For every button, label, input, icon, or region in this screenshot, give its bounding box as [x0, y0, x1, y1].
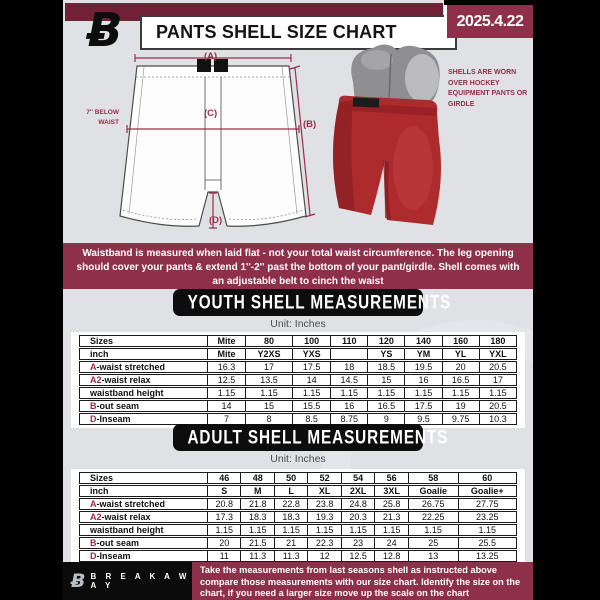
table-cell: 1.15: [331, 387, 368, 399]
table-cell: 21: [275, 537, 308, 549]
row-label-prefix: B: [90, 538, 97, 548]
table-cell: 22.3: [308, 537, 341, 549]
table-cell: 20: [208, 537, 241, 549]
table-cell: 120: [368, 335, 405, 347]
table-cell: 58: [409, 472, 459, 484]
table-cell: 9.75: [443, 413, 480, 425]
row-label-prefix: A: [90, 362, 97, 372]
table-cell: 1.15: [405, 387, 442, 399]
adult-section-title-text: ADULT SHELL MEASUREMENTS: [187, 426, 449, 449]
row-label: A-waist stretched: [79, 498, 208, 510]
table-cell: 14.5: [331, 374, 368, 386]
youth-unit-label: Unit: Inches: [270, 318, 326, 330]
table-cell: 50: [275, 472, 308, 484]
table-cell: YS: [368, 348, 405, 360]
table-cell: 20.5: [480, 400, 517, 412]
row-label: B-out seam: [79, 400, 208, 412]
table-cell: 140: [405, 335, 442, 347]
table-cell: 56: [375, 472, 408, 484]
row-label: A2-waist relax: [79, 374, 208, 386]
table-cell: 24: [375, 537, 408, 549]
table-cell: 7: [208, 413, 246, 425]
footer-bar: [63, 562, 533, 600]
table-cell: 160: [443, 335, 480, 347]
shell-note: SHELLS ARE WORN OVER HOCKEY EQUIPMENT PANTS OR GIRDLE: [448, 69, 528, 108]
row-label: A2-waist relax: [79, 511, 208, 523]
measure-label-c: (C): [204, 108, 218, 119]
table-row: [79, 374, 517, 386]
table-cell: 21.8: [241, 498, 274, 510]
table-row: [79, 348, 517, 360]
table-cell: 1.15: [275, 524, 308, 536]
table-cell: 14: [208, 400, 246, 412]
table-row: [79, 550, 517, 562]
table-cell: 180: [480, 335, 517, 347]
table-cell: 15: [246, 400, 293, 412]
table-cell: Mite: [208, 348, 246, 360]
footer-logo: [71, 562, 191, 600]
table-cell: 25.5: [459, 537, 517, 549]
shorts-diagram: [113, 52, 318, 237]
table-cell: 17.5: [293, 361, 331, 373]
adult-table-panel: [71, 469, 525, 565]
measure-label-b: (B): [303, 119, 317, 130]
measure-label-a: (A): [204, 51, 218, 62]
table-cell: YXL: [480, 348, 517, 360]
table-cell: 12.5: [342, 550, 375, 562]
table-cell: 52: [308, 472, 341, 484]
table-cell: 19: [443, 400, 480, 412]
row-label-prefix: D: [90, 551, 97, 561]
table-cell: 11.3: [241, 550, 274, 562]
page: [63, 0, 533, 600]
table-cell: 1.15: [459, 524, 517, 536]
row-label-prefix: A2: [90, 512, 102, 522]
table-cell: 1.15: [342, 524, 375, 536]
table-cell: 12: [308, 550, 341, 562]
table-row: [79, 387, 517, 399]
table-cell: 3XL: [375, 485, 408, 497]
page-title: PANTS SHELL SIZE CHART: [140, 15, 457, 50]
table-row: [79, 537, 517, 549]
row-label: D-Inseam: [79, 550, 208, 562]
table-cell: 25.8: [375, 498, 408, 510]
table-cell: 1.15: [308, 524, 341, 536]
table-cell: 9.5: [405, 413, 442, 425]
table-cell: 27.75: [459, 498, 517, 510]
table-cell: 1.15: [208, 387, 246, 399]
table-cell: YL: [443, 348, 480, 360]
adult-table: [79, 471, 517, 563]
youth-table: [79, 334, 517, 426]
table-cell: 80: [246, 335, 293, 347]
table-cell: 13.5: [246, 374, 293, 386]
footer-instructions: Take the measurements from last seasons shell as instructed above compare those measurements with our size chart. Identify the size on the chart, if you need a larger size move up the scale on the chart: [192, 562, 533, 600]
table-cell: [331, 348, 368, 360]
table-cell: 22.8: [275, 498, 308, 510]
youth-section-title: [173, 289, 452, 316]
measure-label-d: (D): [209, 215, 223, 226]
table-cell: 20.3: [342, 511, 375, 523]
table-cell: 11: [208, 550, 241, 562]
table-cell: 23.25: [459, 511, 517, 523]
table-cell: XL: [308, 485, 341, 497]
table-cell: 13.25: [459, 550, 517, 562]
table-cell: 19.5: [405, 361, 442, 373]
table-cell: 23.8: [308, 498, 341, 510]
table-cell: 10.3: [480, 413, 517, 425]
table-row: [79, 472, 517, 484]
table-row: [79, 498, 517, 510]
table-cell: 18.3: [241, 511, 274, 523]
table-cell: 1.15: [241, 524, 274, 536]
table-cell: 1.15: [293, 387, 331, 399]
table-cell: 24.8: [342, 498, 375, 510]
table-cell: Goalie+: [459, 485, 517, 497]
waist-note: 7'' BELOW WAIST: [86, 109, 119, 126]
table-cell: Y2XS: [246, 348, 293, 360]
table-cell: 16: [405, 374, 442, 386]
table-cell: Goalie: [409, 485, 459, 497]
table-cell: 18.5: [368, 361, 405, 373]
table-cell: 1.15: [208, 524, 241, 536]
table-cell: 1.15: [409, 524, 459, 536]
table-cell: M: [241, 485, 274, 497]
table-cell: 22.25: [409, 511, 459, 523]
table-cell: 18.3: [275, 511, 308, 523]
table-cell: 46: [208, 472, 241, 484]
table-cell: 21.5: [241, 537, 274, 549]
table-cell: 16.5: [368, 400, 405, 412]
youth-section-title-text: YOUTH SHELL MEASUREMENTS: [187, 291, 452, 314]
table-cell: L: [275, 485, 308, 497]
table-cell: 1.15: [368, 387, 405, 399]
shell-photo: [325, 40, 460, 240]
table-row: [79, 361, 517, 373]
row-label: waistband height: [79, 387, 208, 399]
breakaway-logo-icon: Ƀ: [71, 570, 86, 592]
table-cell: 110: [331, 335, 368, 347]
table-cell: 60: [459, 472, 517, 484]
row-label: inch: [79, 485, 208, 497]
table-cell: 23: [342, 537, 375, 549]
table-cell: 21.3: [375, 511, 408, 523]
table-row: [79, 524, 517, 536]
table-cell: 14: [293, 374, 331, 386]
row-label: Sizes: [79, 472, 208, 484]
table-cell: 15.5: [293, 400, 331, 412]
table-cell: 8.5: [293, 413, 331, 425]
table-cell: 1.15: [480, 387, 517, 399]
breakaway-logo-icon: Ƀ: [87, 3, 123, 57]
row-label-prefix: A: [90, 499, 97, 509]
table-cell: 11.3: [275, 550, 308, 562]
adult-section-title: [173, 424, 449, 451]
table-cell: 19.3: [308, 511, 341, 523]
table-cell: 2XL: [342, 485, 375, 497]
table-cell: 17: [480, 374, 517, 386]
table-row: [79, 485, 517, 497]
brand-name: B R E A K A W A Y: [90, 572, 190, 590]
row-label: waistband height: [79, 524, 208, 536]
table-cell: 8.75: [331, 413, 368, 425]
row-label-prefix: A2: [90, 375, 102, 385]
row-label-prefix: B: [90, 401, 97, 411]
table-row: [79, 335, 517, 347]
row-label: D-Inseam: [79, 413, 208, 425]
table-cell: 26.75: [409, 498, 459, 510]
table-cell: 17: [246, 361, 293, 373]
table-cell: 16.3: [208, 361, 246, 373]
table-cell: 12.5: [208, 374, 246, 386]
table-cell: 17.5: [405, 400, 442, 412]
table-cell: 18: [331, 361, 368, 373]
table-cell: YXS: [293, 348, 331, 360]
table-cell: 9: [368, 413, 405, 425]
row-label-prefix: D: [90, 414, 97, 424]
waistband-info-banner: Waistband is measured when laid flat - not your total waist circumference. The leg opening should cover your pants & extend 1''-2'' past the bottom of your pant/girdle. Shell comes with an adjustable belt to cinch the waist: [63, 243, 533, 289]
table-cell: 8: [246, 413, 293, 425]
row-label: Sizes: [79, 335, 208, 347]
table-cell: S: [208, 485, 241, 497]
table-cell: 20: [443, 361, 480, 373]
row-label: inch: [79, 348, 208, 360]
table-cell: 1.15: [246, 387, 293, 399]
table-cell: 1.15: [375, 524, 408, 536]
table-cell: 20.8: [208, 498, 241, 510]
table-cell: 54: [342, 472, 375, 484]
table-cell: 25: [409, 537, 459, 549]
table-cell: 12.8: [375, 550, 408, 562]
adult-unit-label: Unit: Inches: [270, 453, 326, 465]
table-cell: YM: [405, 348, 442, 360]
table-cell: Mite: [208, 335, 246, 347]
row-label: A-waist stretched: [79, 361, 208, 373]
table-cell: 17.3: [208, 511, 241, 523]
table-cell: 13: [409, 550, 459, 562]
table-row: [79, 400, 517, 412]
youth-table-panel: [71, 332, 525, 428]
table-cell: 16.5: [443, 374, 480, 386]
table-cell: 16: [331, 400, 368, 412]
row-label: B-out seam: [79, 537, 208, 549]
table-cell: 100: [293, 335, 331, 347]
date-badge: 2025.4.22: [444, 5, 533, 38]
table-row: [79, 511, 517, 523]
table-cell: 20.5: [480, 361, 517, 373]
table-cell: 15: [368, 374, 405, 386]
table-cell: 1.15: [443, 387, 480, 399]
table-cell: 48: [241, 472, 274, 484]
